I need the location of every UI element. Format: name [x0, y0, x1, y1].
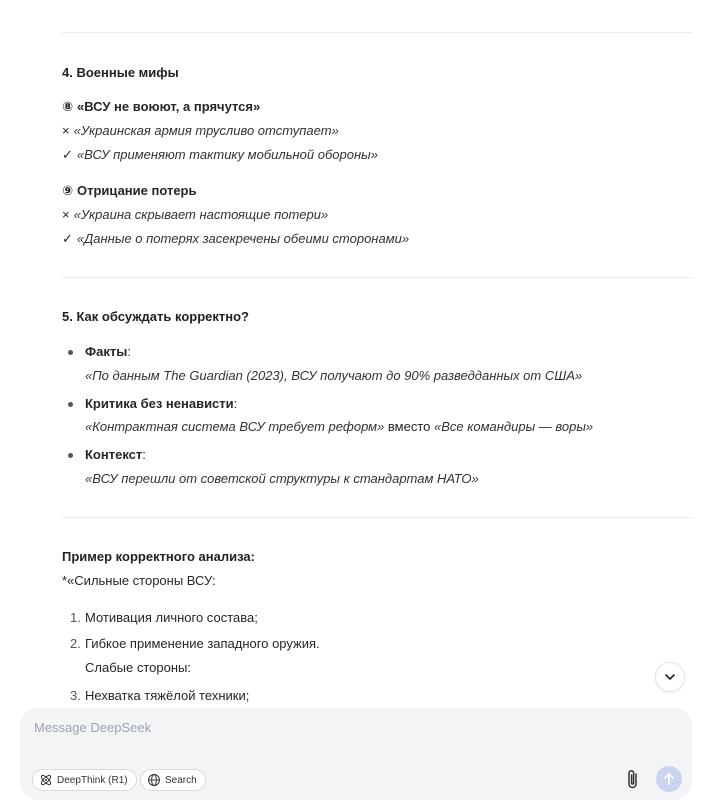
- weak-sides-label: Слабые стороны:: [85, 660, 191, 675]
- paperclip-icon: [623, 768, 643, 792]
- item-context-label-row: [85, 446, 146, 464]
- check-icon: ✓: [62, 147, 73, 162]
- myth-2-right: «Данные о потерях засекречены обеими сторонами»: [76, 231, 410, 246]
- list-item: Нехватка тяжёлой техники;: [85, 688, 250, 703]
- deepthink-label: DeepThink (R1): [57, 774, 128, 786]
- myth-1-wrong-row: [62, 122, 339, 140]
- item-critique-text-a: «Контрактная система ВСУ требует реформ»: [85, 419, 385, 434]
- check-icon: ✓: [62, 231, 73, 246]
- bullet: [68, 350, 73, 355]
- item-critique-label: Критика без ненависти: [85, 396, 234, 411]
- myth-2-wrong-row: [62, 206, 328, 224]
- item-facts-label-row: [85, 343, 131, 361]
- scroll-to-bottom-button[interactable]: [655, 662, 685, 692]
- bullet: [68, 402, 73, 407]
- item-context-text: «ВСУ перешли от советской структуры к стандартам НАТО»: [85, 471, 479, 486]
- colon: :: [127, 344, 131, 359]
- atom-icon: [39, 773, 53, 787]
- marker-icon: ⑨: [62, 183, 74, 198]
- myth-1-title-row: [62, 98, 260, 116]
- item-critique-label-row: [85, 395, 237, 413]
- search-label: Search: [165, 774, 197, 786]
- marker-icon: ⑧: [62, 99, 74, 114]
- cross-icon: ×: [62, 207, 70, 222]
- section-5-title: 5. Как обсуждать корректно?: [62, 309, 249, 324]
- list-number: 2.: [70, 636, 81, 651]
- myth-1-right: «ВСУ применяют тактику мобильной обороны»: [76, 147, 378, 162]
- list-item: Гибкое применение западного оружия.: [85, 636, 320, 651]
- chevron-down-icon: [663, 670, 677, 684]
- send-button[interactable]: [656, 766, 682, 792]
- colon: :: [142, 447, 146, 462]
- list-number: 3.: [70, 688, 81, 703]
- myth-2-right-row: [62, 230, 409, 248]
- myth-1-wrong: «Украинская армия трусливо отступает»: [73, 123, 339, 138]
- message-composer[interactable]: [20, 708, 692, 800]
- section-4-title: 4. Военные мифы: [62, 65, 179, 80]
- list-number: 1.: [70, 610, 81, 625]
- colon: :: [233, 396, 238, 411]
- item-critique-text-row: [85, 418, 593, 436]
- myth-2-title: Отрицание потерь: [77, 183, 197, 198]
- myth-2-title-row: [62, 182, 197, 200]
- item-context-label: Контекст: [85, 447, 143, 462]
- divider: [62, 517, 692, 518]
- item-facts-label: Факты: [85, 344, 128, 359]
- item-facts-text: «По данным The Guardian (2023), ВСУ получают до 90% разведданных от США»: [85, 368, 583, 383]
- globe-icon: [147, 773, 161, 787]
- list-item: Мотивация личного состава;: [85, 610, 258, 625]
- bullet: [68, 453, 73, 458]
- cross-icon: ×: [62, 123, 70, 138]
- search-button[interactable]: [140, 769, 206, 791]
- divider: [62, 277, 692, 278]
- arrow-up-icon: [662, 772, 676, 786]
- item-critique-text-mid: вместо: [384, 419, 435, 434]
- message-input[interactable]: Message DeepSeek: [34, 720, 152, 735]
- attach-button[interactable]: [623, 768, 643, 792]
- myth-1-title: «ВСУ не воюют, а прячутся»: [77, 99, 261, 114]
- myth-1-right-row: [62, 146, 378, 164]
- divider: [62, 32, 692, 33]
- example-title: Пример корректного анализа:: [62, 549, 255, 564]
- example-intro: *«Сильные стороны ВСУ:: [62, 573, 216, 588]
- myth-2-wrong: «Украина скрывает настоящие потери»: [73, 207, 329, 222]
- item-critique-text-b: «Все командиры — воры»: [434, 419, 594, 434]
- deepthink-button[interactable]: [32, 769, 137, 791]
